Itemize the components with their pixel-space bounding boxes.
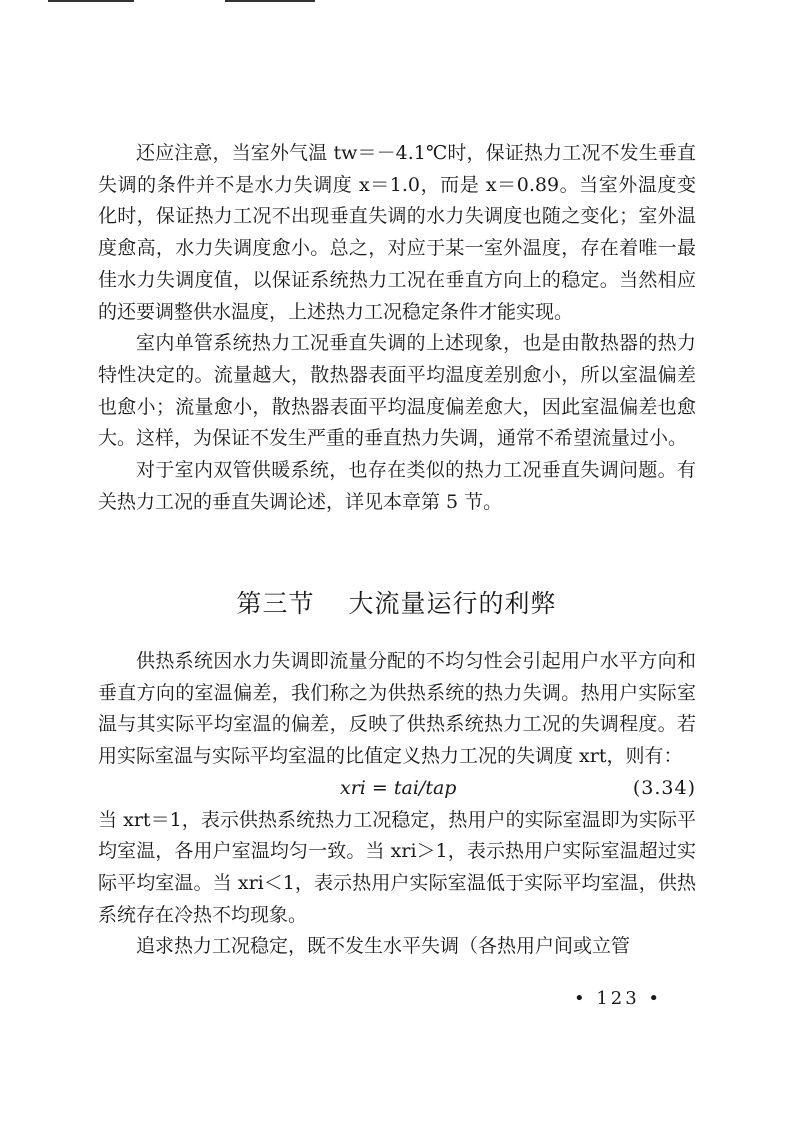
section-title: 大流量运行的利弊 <box>348 589 557 618</box>
equation-number: (3.34) <box>632 776 696 799</box>
top-rule-left <box>48 0 134 2</box>
paragraph-2: 室内单管系统热力工况垂直失调的上述现象，也是由散热器的热力特性决定的。流量越大，散热器表面平均温度差别愈小，所以室温偏差也愈小；流量愈小，散热器表面平均温度偏差愈大，因此室温偏差也愈大。这样，为保证不发生严重的垂直热力失调，通常不希望流量过小。 <box>98 332 696 450</box>
section-heading <box>0 584 793 624</box>
equation: xri = tai/tap <box>340 776 457 799</box>
paragraph-3: 对于室内双管供暖系统，也存在类似的热力工况垂直失调问题。有关热力工况的垂直失调论述，详见本章第 5 节。 <box>98 459 696 513</box>
section-1-body <box>98 138 696 518</box>
paragraph-1: 还应注意，当室外气温 tw＝－4.1℃时，保证热力工况不发生垂直失调的条件并不是水力失调度 x＝1.0，而是 x＝0.89。当室外温度变化时，保证热力工况不出现垂直失调的水力失调度也随之变化；室外温度愈高，水力失调度愈小。总之，对应于某一室外温度，存在着唯一最佳水力失调度值，以保证系统热力工况在垂直方向上的稳定。当然相应的还要调整供水温度，上述热力工况稳定条件才能实现。 <box>98 142 696 323</box>
paragraph-5: 当 xrt＝1，表示供热系统热力工况稳定，热用户的实际室温即为实际平均室温，各用户室温均匀一致。当 xri＞1，表示热用户实际室温超过实际平均室温。当 xri＜1，表示热用户实际室温低于实际平均室温，供热系统存在冷热不均现象。 <box>98 808 696 926</box>
paragraph-4: 供热系统因水力失调即流量分配的不均匀性会引起用户水平方向和垂直方向的室温偏差，我们称之为供热系统的热力失调。热用户实际室温与其实际平均室温的偏差，反映了供热系统热力工况的失调程度。若用实际室温与实际平均室温的比值定义热力工况的失调度 xrt，则有： <box>98 650 696 768</box>
page-number: • 123 • <box>574 988 663 1009</box>
paragraph-6: 追求热力工况稳定，既不发生水平失调（各热用户间或立管 <box>136 935 631 958</box>
top-rule-right <box>225 0 315 2</box>
section-2-body <box>98 646 696 963</box>
section-number: 第三节 <box>236 589 315 618</box>
equation-block <box>98 773 696 805</box>
